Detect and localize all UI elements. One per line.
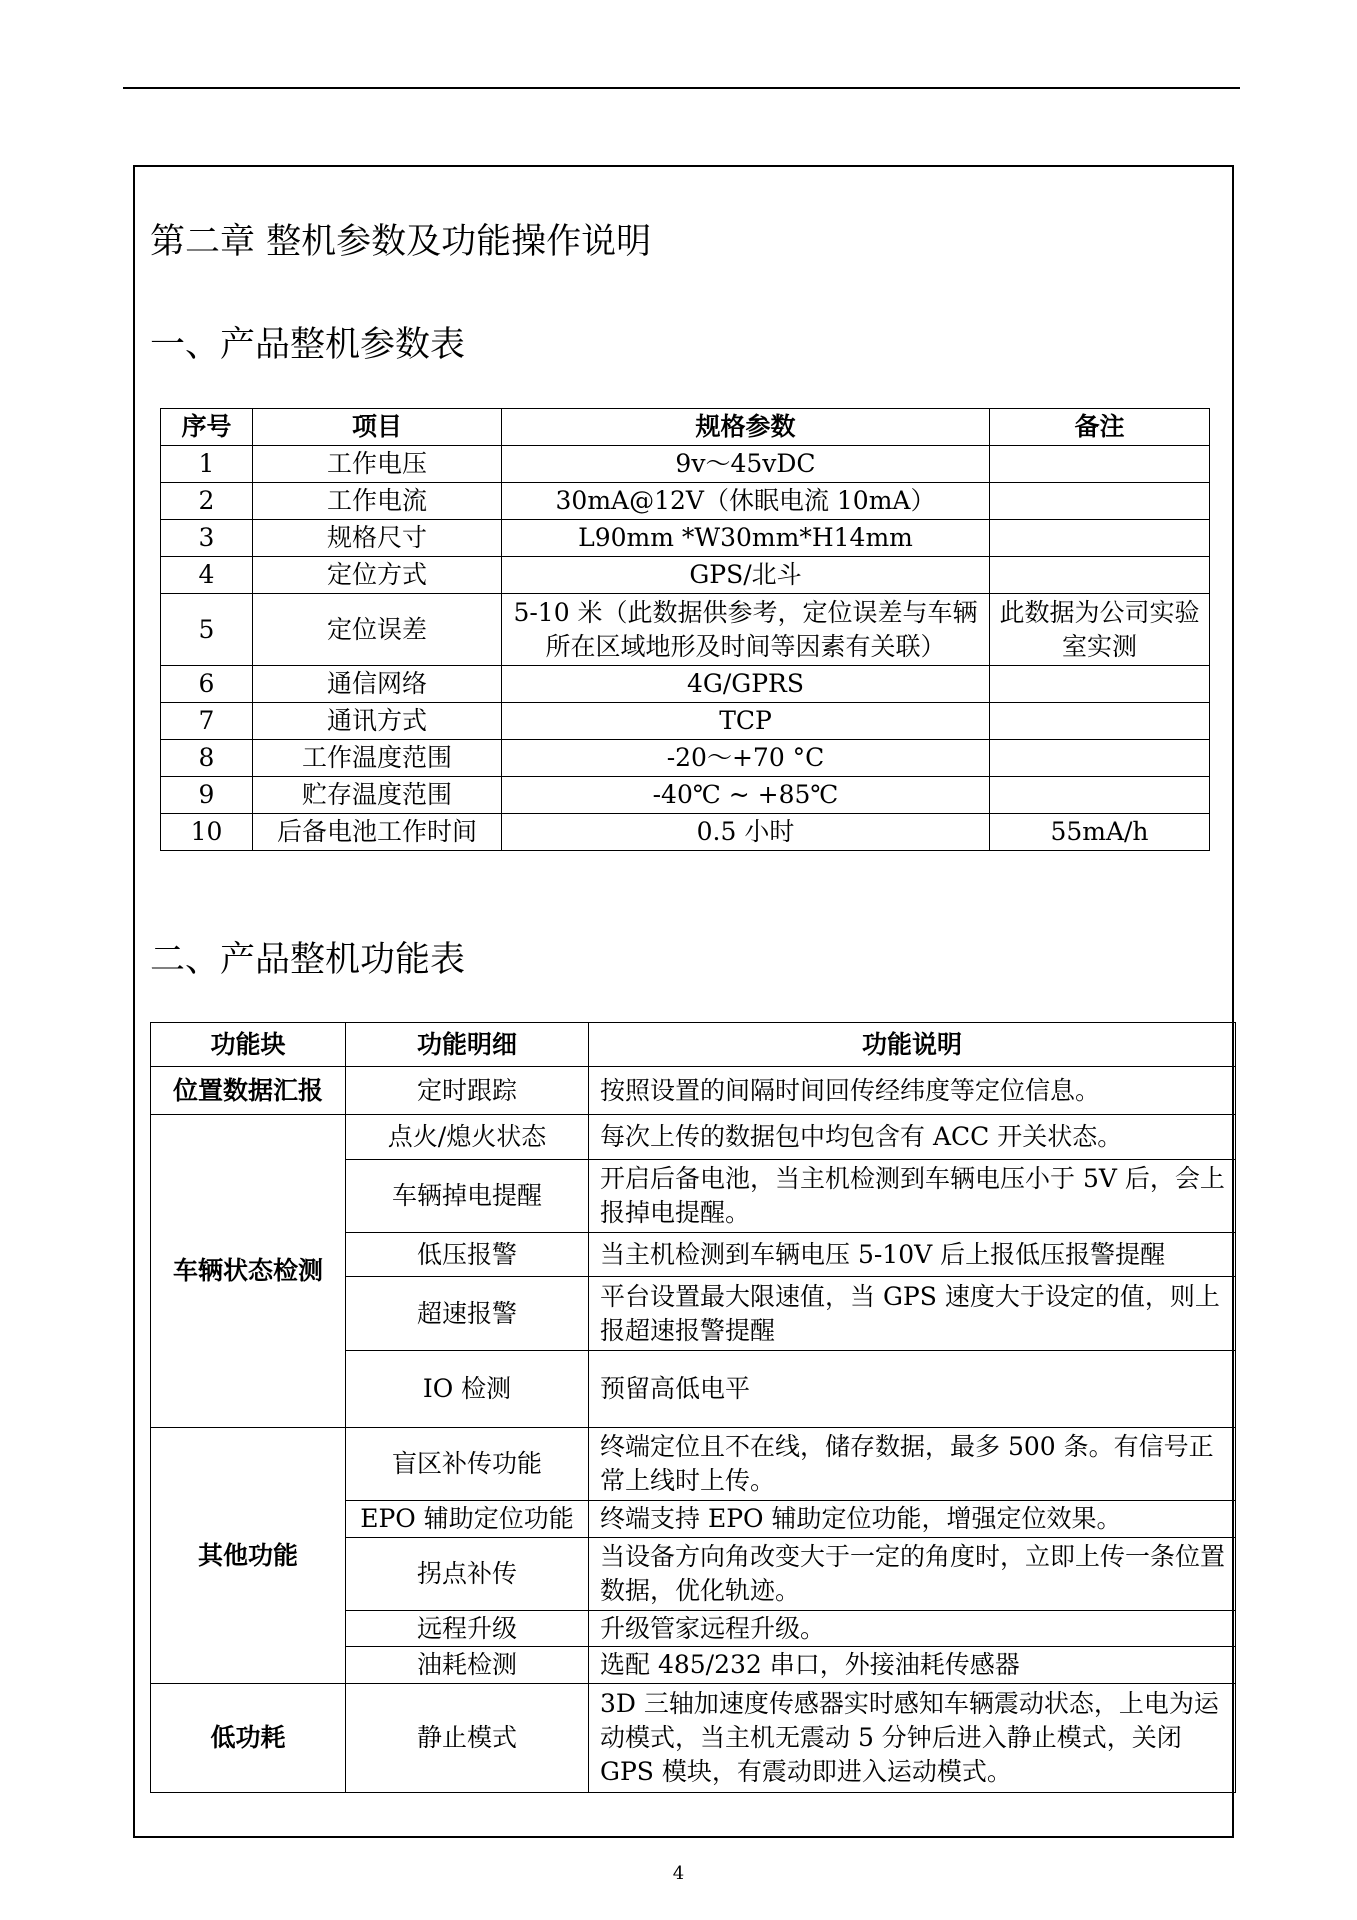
function-detail: IO 检测 (346, 1351, 589, 1428)
function-detail: 油耗检测 (346, 1647, 589, 1684)
header-cell: 规格参数 (502, 409, 990, 446)
param-spec: -40℃ ~ +85℃ (502, 777, 990, 814)
function-description: 开启后备电池，当主机检测到车辆电压小于 5V 后，会上报掉电提醒。 (589, 1160, 1236, 1233)
table-row (161, 520, 1210, 557)
param-note (990, 483, 1210, 520)
param-note (990, 740, 1210, 777)
row-number: 5 (161, 594, 253, 666)
function-detail: 点火/熄火状态 (346, 1115, 589, 1160)
function-description: 3D 三轴加速度传感器实时感知车辆震动状态，上电为运动模式，当主机无震动 5 分钟后进入静止模式，关闭 GPS 模块，有震动即进入运动模式。 (589, 1684, 1236, 1793)
function-detail: 拐点补传 (346, 1538, 589, 1611)
param-item: 通讯方式 (253, 703, 502, 740)
param-item: 后备电池工作时间 (253, 814, 502, 851)
param-spec: 5-10 米（此数据供参考，定位误差与车辆所在区域地形及时间等因素有关联） (502, 594, 990, 666)
function-description: 当主机检测到车辆电压 5-10V 后上报低压报警提醒 (589, 1233, 1236, 1277)
table-row (161, 594, 1210, 666)
chapter-title: 第二章 整机参数及功能操作说明 (150, 222, 652, 262)
row-number: 7 (161, 703, 253, 740)
param-note (990, 557, 1210, 594)
function-detail: 静止模式 (346, 1684, 589, 1793)
param-item: 工作电压 (253, 446, 502, 483)
row-number: 6 (161, 666, 253, 703)
function-description: 平台设置最大限速值，当 GPS 速度大于设定的值，则上报超速报警提醒 (589, 1277, 1236, 1351)
function-description: 每次上传的数据包中均包含有 ACC 开关状态。 (589, 1115, 1236, 1160)
function-description: 预留高低电平 (589, 1351, 1236, 1428)
param-spec: 0.5 小时 (502, 814, 990, 851)
row-number: 8 (161, 740, 253, 777)
param-note (990, 777, 1210, 814)
param-note: 55mA/h (990, 814, 1210, 851)
function-description: 当设备方向角改变大于一定的角度时，立即上传一条位置数据，优化轨迹。 (589, 1538, 1236, 1611)
table-row (161, 814, 1210, 851)
table-row (161, 703, 1210, 740)
table-row (161, 740, 1210, 777)
function-detail: 超速报警 (346, 1277, 589, 1351)
param-spec: GPS/北斗 (502, 557, 990, 594)
function-description: 终端支持 EPO 辅助定位功能，增强定位效果。 (589, 1501, 1236, 1538)
param-item: 通信网络 (253, 666, 502, 703)
page-number: 4 (672, 1863, 685, 1884)
param-spec: L90mm *W30mm*H14mm (502, 520, 990, 557)
param-note: 此数据为公司实验室实测 (990, 594, 1210, 666)
param-spec: 4G/GPRS (502, 666, 990, 703)
params-table (160, 408, 1210, 851)
function-detail: 低压报警 (346, 1233, 589, 1277)
header-cell: 功能说明 (589, 1023, 1236, 1067)
function-description: 选配 485/232 串口，外接油耗传感器 (589, 1647, 1236, 1684)
function-detail: 盲区补传功能 (346, 1428, 589, 1501)
function-detail: EPO 辅助定位功能 (346, 1501, 589, 1538)
table-row (161, 557, 1210, 594)
function-detail: 定时跟踪 (346, 1067, 589, 1115)
header-cell: 序号 (161, 409, 253, 446)
row-number: 2 (161, 483, 253, 520)
table-row (151, 1067, 1236, 1115)
params-header-row (161, 409, 1210, 446)
function-category: 车辆状态检测 (151, 1115, 346, 1428)
table-row (151, 1684, 1236, 1793)
function-description: 按照设置的间隔时间回传经纬度等定位信息。 (589, 1067, 1236, 1115)
function-category: 低功耗 (151, 1684, 346, 1793)
param-note (990, 666, 1210, 703)
param-note (990, 703, 1210, 740)
param-note (990, 446, 1210, 483)
header-cell: 项目 (253, 409, 502, 446)
table-row (151, 1428, 1236, 1501)
function-header-row (151, 1023, 1236, 1067)
param-item: 贮存温度范围 (253, 777, 502, 814)
table-row (161, 666, 1210, 703)
row-number: 3 (161, 520, 253, 557)
param-item: 定位方式 (253, 557, 502, 594)
row-number: 9 (161, 777, 253, 814)
param-spec: TCP (502, 703, 990, 740)
function-description: 升级管家远程升级。 (589, 1611, 1236, 1647)
table-row (161, 777, 1210, 814)
header-cell: 功能明细 (346, 1023, 589, 1067)
param-item: 工作电流 (253, 483, 502, 520)
param-item: 工作温度范围 (253, 740, 502, 777)
row-number: 4 (161, 557, 253, 594)
row-number: 1 (161, 446, 253, 483)
function-table (150, 1022, 1236, 1793)
section-title-functions: 二、产品整机功能表 (150, 940, 466, 980)
table-row (151, 1115, 1236, 1160)
param-item: 规格尺寸 (253, 520, 502, 557)
param-spec: 30mA@12V（休眠电流 10mA） (502, 483, 990, 520)
function-detail: 车辆掉电提醒 (346, 1160, 589, 1233)
section-title-params: 一、产品整机参数表 (150, 325, 466, 365)
param-note (990, 520, 1210, 557)
table-row (161, 483, 1210, 520)
function-description: 终端定位且不在线，储存数据，最多 500 条。有信号正常上线时上传。 (589, 1428, 1236, 1501)
header-cell: 备注 (990, 409, 1210, 446)
param-spec: 9v～45vDC (502, 446, 990, 483)
function-category: 位置数据汇报 (151, 1067, 346, 1115)
function-category: 其他功能 (151, 1428, 346, 1684)
param-spec: -20～+70 °C (502, 740, 990, 777)
function-detail: 远程升级 (346, 1611, 589, 1647)
param-item: 定位误差 (253, 594, 502, 666)
row-number: 10 (161, 814, 253, 851)
header-rule (123, 87, 1240, 89)
table-row (161, 446, 1210, 483)
header-cell: 功能块 (151, 1023, 346, 1067)
